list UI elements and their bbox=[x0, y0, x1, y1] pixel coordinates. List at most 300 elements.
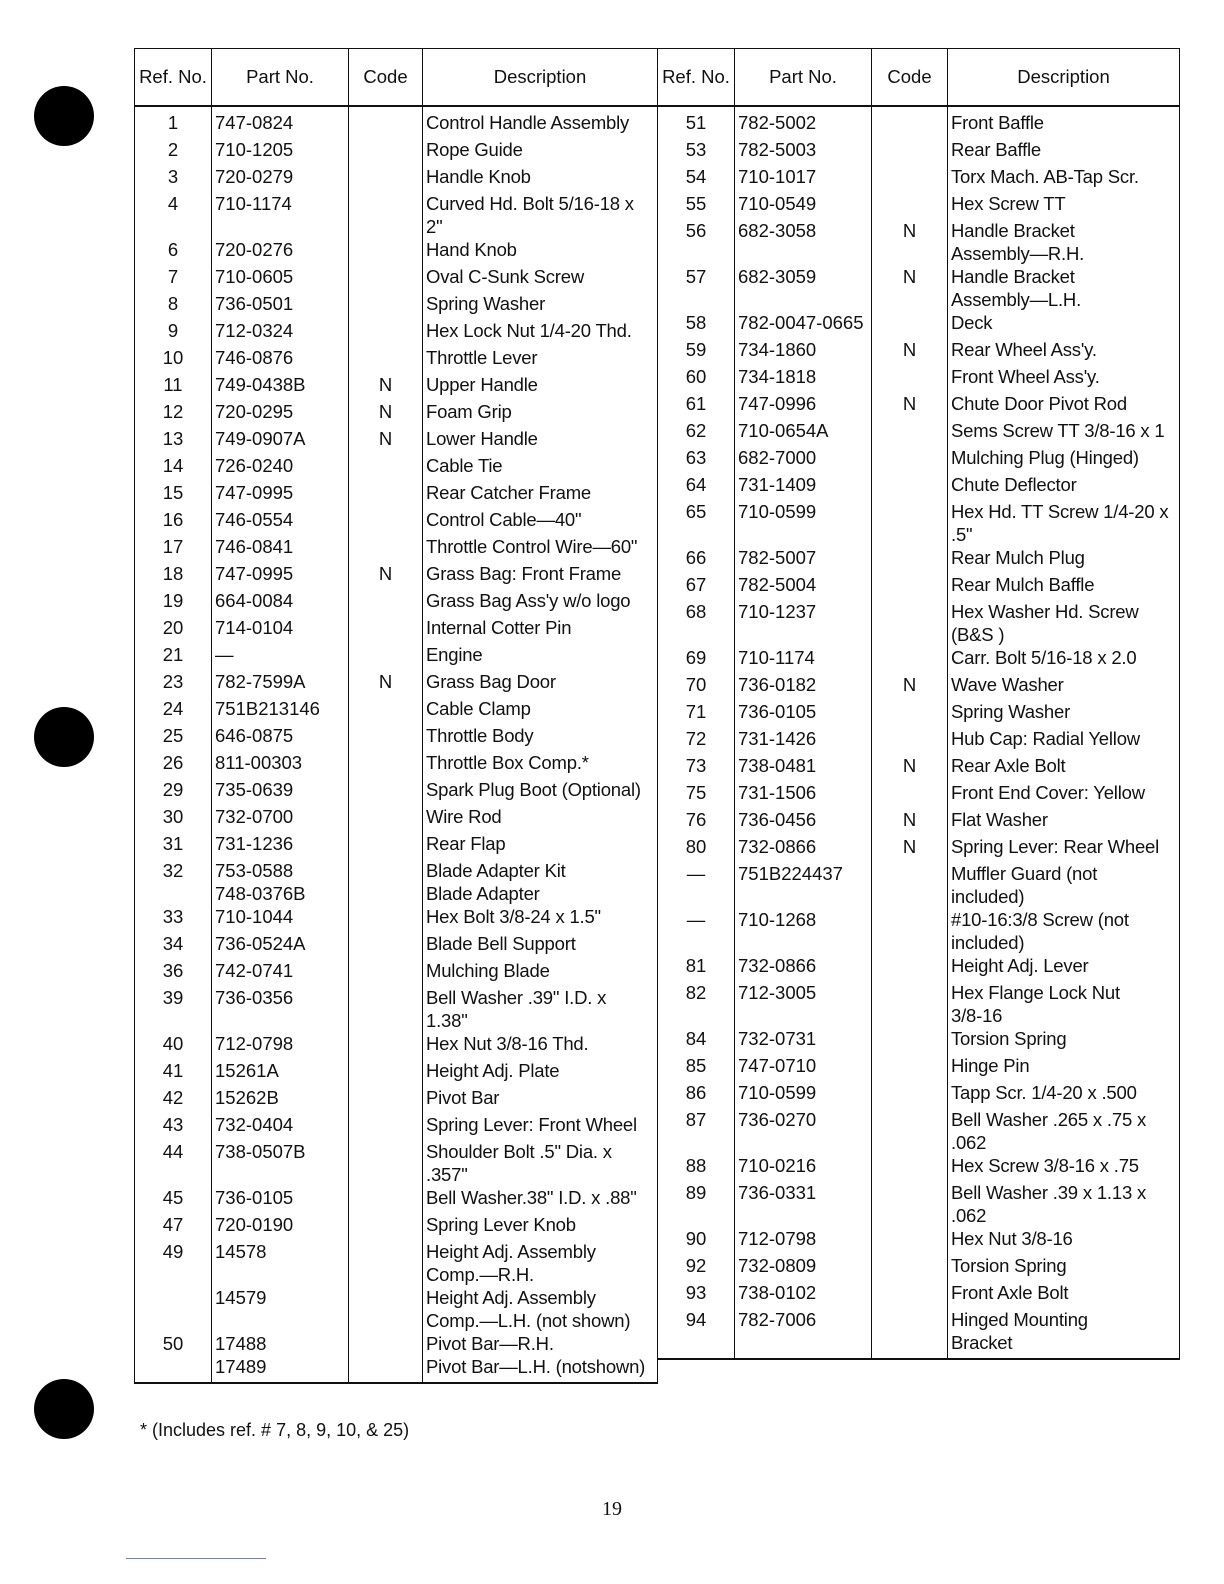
ref-cell: 70 bbox=[658, 673, 735, 700]
ref-cell: 40 bbox=[135, 1032, 212, 1059]
ref-cell: 16 bbox=[135, 508, 212, 535]
ref-cell: 69 bbox=[658, 646, 735, 673]
ref-cell: 41 bbox=[135, 1059, 212, 1086]
part-no-cell: 738-0102 bbox=[735, 1281, 872, 1308]
ref-cell: 3 bbox=[135, 165, 212, 192]
description-cell: Throttle Box Comp.* bbox=[423, 751, 658, 778]
ref-cell: 71 bbox=[658, 700, 735, 727]
code-cell: N bbox=[349, 427, 423, 454]
ref-cell: 20 bbox=[135, 616, 212, 643]
code-cell bbox=[349, 106, 423, 138]
code-cell bbox=[872, 1108, 948, 1154]
part-no-cell: 749-0438B bbox=[212, 373, 349, 400]
ref-cell: 88 bbox=[658, 1154, 735, 1181]
code-cell bbox=[349, 192, 423, 238]
header-code: Code bbox=[349, 49, 423, 107]
code-cell bbox=[872, 727, 948, 754]
description-cell: Height Adj. Assembly Comp.—R.H. bbox=[423, 1240, 658, 1286]
header-code: Code bbox=[872, 49, 948, 107]
table-row bbox=[135, 1240, 658, 1286]
part-no-cell: 731-1426 bbox=[735, 727, 872, 754]
table-row bbox=[658, 673, 1180, 700]
code-cell bbox=[872, 419, 948, 446]
description-cell: Handle Bracket Assembly—R.H. bbox=[948, 219, 1180, 265]
parts-table-right-body bbox=[658, 106, 1180, 1359]
ref-cell: 25 bbox=[135, 724, 212, 751]
table-row bbox=[658, 1108, 1180, 1154]
description-cell: Height Adj. Lever bbox=[948, 954, 1180, 981]
ref-cell: 93 bbox=[658, 1281, 735, 1308]
code-cell: N bbox=[349, 373, 423, 400]
table-row bbox=[658, 1254, 1180, 1281]
part-no-cell: 742-0741 bbox=[212, 959, 349, 986]
ref-cell: 36 bbox=[135, 959, 212, 986]
ref-cell: 84 bbox=[658, 1027, 735, 1054]
description-cell: Spring Lever: Front Wheel bbox=[423, 1113, 658, 1140]
table-row bbox=[135, 1140, 658, 1186]
table-row bbox=[135, 589, 658, 616]
description-cell: Mulching Plug (Hinged) bbox=[948, 446, 1180, 473]
code-cell: N bbox=[872, 754, 948, 781]
part-no-cell: 710-1268 bbox=[735, 908, 872, 954]
description-cell: Rear Mulch Plug bbox=[948, 546, 1180, 573]
description-cell: Bell Washer .265 x .75 x .062 bbox=[948, 1108, 1180, 1154]
ref-cell: 53 bbox=[658, 138, 735, 165]
table-row bbox=[135, 138, 658, 165]
code-cell bbox=[872, 446, 948, 473]
description-cell: Grass Bag Door bbox=[423, 670, 658, 697]
part-no-cell: 712-0324 bbox=[212, 319, 349, 346]
description-cell: Sems Screw TT 3/8-16 x 1 bbox=[948, 419, 1180, 446]
ref-cell: 54 bbox=[658, 165, 735, 192]
ref-cell: 67 bbox=[658, 573, 735, 600]
code-cell bbox=[349, 751, 423, 778]
part-no-cell: 736-0456 bbox=[735, 808, 872, 835]
ref-cell: 94 bbox=[658, 1308, 735, 1359]
part-no-cell: 710-1044 bbox=[212, 905, 349, 932]
code-cell bbox=[872, 1181, 948, 1227]
part-no-cell: 782-5003 bbox=[735, 138, 872, 165]
description-cell: Handle Bracket Assembly—L.H. bbox=[948, 265, 1180, 311]
description-cell: Muffler Guard (not included) bbox=[948, 862, 1180, 908]
part-no-cell: 714-0104 bbox=[212, 616, 349, 643]
ref-cell: 15 bbox=[135, 481, 212, 508]
table-row bbox=[135, 192, 658, 238]
table-row bbox=[658, 265, 1180, 311]
description-cell: Spark Plug Boot (Optional) bbox=[423, 778, 658, 805]
table-row bbox=[135, 932, 658, 959]
table-row bbox=[135, 959, 658, 986]
table-row bbox=[135, 859, 658, 905]
ref-cell: 29 bbox=[135, 778, 212, 805]
part-no-cell: 726-0240 bbox=[212, 454, 349, 481]
table-row bbox=[135, 1213, 658, 1240]
ref-cell: 14 bbox=[135, 454, 212, 481]
part-no-cell: 720-0279 bbox=[212, 165, 349, 192]
table-row bbox=[658, 1227, 1180, 1254]
part-no-cell: 782-5004 bbox=[735, 573, 872, 600]
table-row bbox=[135, 165, 658, 192]
table-row bbox=[135, 778, 658, 805]
part-no-cell: 735-0639 bbox=[212, 778, 349, 805]
part-no-cell: 731-1409 bbox=[735, 473, 872, 500]
ref-cell: 23 bbox=[135, 670, 212, 697]
part-no-cell: 732-0809 bbox=[735, 1254, 872, 1281]
code-cell bbox=[349, 138, 423, 165]
description-cell: Handle Knob bbox=[423, 165, 658, 192]
description-cell: Throttle Control Wire—60" bbox=[423, 535, 658, 562]
description-cell: Hand Knob bbox=[423, 238, 658, 265]
part-no-cell: 731-1236 bbox=[212, 832, 349, 859]
description-cell: Front Axle Bolt bbox=[948, 1281, 1180, 1308]
description-cell: Spring Lever Knob bbox=[423, 1213, 658, 1240]
ref-cell: — bbox=[658, 862, 735, 908]
part-no-cell: 782-7599A bbox=[212, 670, 349, 697]
ref-cell: — bbox=[658, 908, 735, 954]
code-cell bbox=[872, 1054, 948, 1081]
description-cell: Oval C-Sunk Screw bbox=[423, 265, 658, 292]
description-cell: Spring Washer bbox=[948, 700, 1180, 727]
ref-cell: 10 bbox=[135, 346, 212, 373]
part-no-cell: 736-0105 bbox=[735, 700, 872, 727]
code-cell bbox=[349, 616, 423, 643]
description-cell: Front Wheel Ass'y. bbox=[948, 365, 1180, 392]
page-number: 19 bbox=[602, 1498, 622, 1520]
part-no-cell: 747-0995 bbox=[212, 562, 349, 589]
description-cell: Foam Grip bbox=[423, 400, 658, 427]
ref-cell: 72 bbox=[658, 727, 735, 754]
part-no-cell: 734-1860 bbox=[735, 338, 872, 365]
parts-table-right bbox=[657, 48, 1180, 1360]
part-no-cell: 732-0731 bbox=[735, 1027, 872, 1054]
footnote: * (Includes ref. # 7, 8, 9, 10, & 25) bbox=[140, 1420, 410, 1440]
table-row bbox=[658, 500, 1180, 546]
part-no-cell: 736-0524A bbox=[212, 932, 349, 959]
code-cell bbox=[349, 535, 423, 562]
description-cell: Rear Mulch Baffle bbox=[948, 573, 1180, 600]
code-cell bbox=[349, 959, 423, 986]
description-cell: Cable Tie bbox=[423, 454, 658, 481]
part-no-cell: 782-5002 bbox=[735, 106, 872, 138]
table-row bbox=[135, 238, 658, 265]
description-cell: Internal Cotter Pin bbox=[423, 616, 658, 643]
table-row bbox=[658, 546, 1180, 573]
description-cell: Throttle Lever bbox=[423, 346, 658, 373]
part-no-cell: 712-0798 bbox=[735, 1227, 872, 1254]
code-cell bbox=[349, 1113, 423, 1140]
table-row bbox=[135, 373, 658, 400]
parts-table-left-body bbox=[135, 106, 658, 1383]
table-row bbox=[135, 986, 658, 1032]
table-row bbox=[658, 446, 1180, 473]
description-cell: Chute Door Pivot Rod bbox=[948, 392, 1180, 419]
table-row bbox=[658, 1054, 1180, 1081]
code-cell: N bbox=[872, 338, 948, 365]
ref-cell: 75 bbox=[658, 781, 735, 808]
description-cell: Wire Rod bbox=[423, 805, 658, 832]
part-no-cell: 736-0356 bbox=[212, 986, 349, 1032]
code-cell bbox=[349, 508, 423, 535]
code-cell bbox=[872, 165, 948, 192]
description-cell: Hex Washer Hd. Screw (B&S ) bbox=[948, 600, 1180, 646]
code-cell bbox=[349, 454, 423, 481]
part-no-cell: 732-0700 bbox=[212, 805, 349, 832]
ref-cell: 44 bbox=[135, 1140, 212, 1186]
code-cell bbox=[872, 700, 948, 727]
table-row bbox=[135, 616, 658, 643]
part-no-cell: 747-0824 bbox=[212, 106, 349, 138]
description-cell: Upper Handle bbox=[423, 373, 658, 400]
part-no-cell: 738-0481 bbox=[735, 754, 872, 781]
ref-cell: 50 bbox=[135, 1332, 212, 1383]
code-cell bbox=[872, 1254, 948, 1281]
part-no-cell: 682-3058 bbox=[735, 219, 872, 265]
part-no-cell: 710-0216 bbox=[735, 1154, 872, 1181]
description-cell: Torx Mach. AB-Tap Scr. bbox=[948, 165, 1180, 192]
ref-cell: 86 bbox=[658, 1081, 735, 1108]
table-row bbox=[658, 727, 1180, 754]
parts-table-left bbox=[134, 48, 658, 1384]
ref-cell: 76 bbox=[658, 808, 735, 835]
description-cell: Rear Flap bbox=[423, 832, 658, 859]
description-cell: Spring Washer bbox=[423, 292, 658, 319]
code-cell bbox=[349, 643, 423, 670]
part-no-cell: 782-7006 bbox=[735, 1308, 872, 1359]
ref-cell: 19 bbox=[135, 589, 212, 616]
ref-cell: 2 bbox=[135, 138, 212, 165]
part-no-cell: 746-0841 bbox=[212, 535, 349, 562]
part-no-cell: 710-1174 bbox=[212, 192, 349, 238]
part-no-cell: 720-0295 bbox=[212, 400, 349, 427]
part-no-cell: 731-1506 bbox=[735, 781, 872, 808]
header-ref-no: Ref. No. bbox=[135, 49, 212, 107]
code-cell bbox=[872, 546, 948, 573]
table-row bbox=[658, 392, 1180, 419]
description-cell: Torsion Spring bbox=[948, 1254, 1180, 1281]
ref-cell: 8 bbox=[135, 292, 212, 319]
description-cell: Front End Cover: Yellow bbox=[948, 781, 1180, 808]
header-part-no: Part No. bbox=[735, 49, 872, 107]
table-row bbox=[135, 1032, 658, 1059]
description-cell: Spring Lever: Rear Wheel bbox=[948, 835, 1180, 862]
part-no-cell: 734-1818 bbox=[735, 365, 872, 392]
table-row bbox=[658, 700, 1180, 727]
part-no-cell: 732-0866 bbox=[735, 835, 872, 862]
description-cell: Rear Catcher Frame bbox=[423, 481, 658, 508]
code-cell bbox=[872, 106, 948, 138]
code-cell bbox=[349, 238, 423, 265]
part-no-cell: 720-0276 bbox=[212, 238, 349, 265]
table-row bbox=[658, 573, 1180, 600]
ref-cell: 11 bbox=[135, 373, 212, 400]
part-no-cell: 14578 bbox=[212, 1240, 349, 1286]
part-no-cell: 747-0995 bbox=[212, 481, 349, 508]
code-cell bbox=[349, 905, 423, 932]
code-cell: N bbox=[872, 808, 948, 835]
part-no-cell: 749-0907A bbox=[212, 427, 349, 454]
table-row bbox=[135, 562, 658, 589]
table-row bbox=[658, 835, 1180, 862]
ref-cell: 33 bbox=[135, 905, 212, 932]
ref-cell: 49 bbox=[135, 1240, 212, 1286]
binder-hole-middle bbox=[34, 707, 94, 767]
table-row bbox=[135, 832, 658, 859]
ref-cell: 82 bbox=[658, 981, 735, 1027]
part-no-cell: 710-0654A bbox=[735, 419, 872, 446]
code-cell bbox=[872, 1081, 948, 1108]
description-cell: Tapp Scr. 1/4-20 x .500 bbox=[948, 1081, 1180, 1108]
table-row bbox=[135, 643, 658, 670]
part-no-cell: 747-0710 bbox=[735, 1054, 872, 1081]
table-row bbox=[658, 106, 1180, 138]
code-cell bbox=[872, 473, 948, 500]
table-row bbox=[135, 1332, 658, 1383]
description-cell: Lower Handle bbox=[423, 427, 658, 454]
code-cell bbox=[349, 932, 423, 959]
table-row bbox=[658, 1081, 1180, 1108]
description-cell: Grass Bag Ass'y w/o logo bbox=[423, 589, 658, 616]
ref-cell: 6 bbox=[135, 238, 212, 265]
binder-hole-top bbox=[34, 86, 94, 146]
part-no-cell: 710-1017 bbox=[735, 165, 872, 192]
table-row bbox=[135, 481, 658, 508]
code-cell bbox=[349, 1213, 423, 1240]
description-cell: Hex Flange Lock Nut 3/8-16 bbox=[948, 981, 1180, 1027]
description-cell: Front Baffle bbox=[948, 106, 1180, 138]
ref-cell: 58 bbox=[658, 311, 735, 338]
ref-cell: 60 bbox=[658, 365, 735, 392]
code-cell: N bbox=[872, 219, 948, 265]
binder-hole-bottom bbox=[34, 1379, 94, 1439]
code-cell bbox=[872, 1027, 948, 1054]
table-row bbox=[135, 670, 658, 697]
description-cell: Curved Hd. Bolt 5/16-18 x 2" bbox=[423, 192, 658, 238]
table-row bbox=[658, 192, 1180, 219]
table-row bbox=[135, 697, 658, 724]
table-row bbox=[135, 1286, 658, 1332]
part-no-cell: 720-0190 bbox=[212, 1213, 349, 1240]
part-no-cell: 15262B bbox=[212, 1086, 349, 1113]
code-cell bbox=[349, 778, 423, 805]
description-cell: Hex Screw 3/8-16 x .75 bbox=[948, 1154, 1180, 1181]
part-no-cell: 736-0182 bbox=[735, 673, 872, 700]
part-no-cell: 736-0331 bbox=[735, 1181, 872, 1227]
table-row bbox=[135, 454, 658, 481]
ref-cell: 42 bbox=[135, 1086, 212, 1113]
code-cell bbox=[872, 500, 948, 546]
code-cell bbox=[349, 346, 423, 373]
description-cell: Height Adj. Assembly Comp.—L.H. (not shown) bbox=[423, 1286, 658, 1332]
ref-cell: 13 bbox=[135, 427, 212, 454]
code-cell bbox=[349, 724, 423, 751]
description-cell: Hex Bolt 3/8-24 x 1.5" bbox=[423, 905, 658, 932]
part-no-cell: 682-3059 bbox=[735, 265, 872, 311]
description-cell: Hub Cap: Radial Yellow bbox=[948, 727, 1180, 754]
description-cell: Hex Nut 3/8-16 bbox=[948, 1227, 1180, 1254]
description-cell: Pivot Bar bbox=[423, 1086, 658, 1113]
part-no-cell: 732-0404 bbox=[212, 1113, 349, 1140]
part-no-cell: 710-0605 bbox=[212, 265, 349, 292]
ref-cell: 32 bbox=[135, 859, 212, 905]
code-cell bbox=[872, 1308, 948, 1359]
code-cell bbox=[349, 697, 423, 724]
code-cell: N bbox=[872, 673, 948, 700]
code-cell: N bbox=[872, 835, 948, 862]
code-cell bbox=[349, 1032, 423, 1059]
code-cell bbox=[872, 311, 948, 338]
ref-cell: 21 bbox=[135, 643, 212, 670]
code-cell bbox=[872, 1227, 948, 1254]
ref-cell: 56 bbox=[658, 219, 735, 265]
table-row bbox=[135, 427, 658, 454]
part-no-cell: 746-0554 bbox=[212, 508, 349, 535]
table-row bbox=[658, 419, 1180, 446]
ref-cell: 34 bbox=[135, 932, 212, 959]
code-cell bbox=[349, 986, 423, 1032]
table-row bbox=[658, 219, 1180, 265]
part-no-cell: — bbox=[212, 643, 349, 670]
header-ref-no: Ref. No. bbox=[658, 49, 735, 107]
description-cell: Hinged Mounting Bracket bbox=[948, 1308, 1180, 1359]
table-row bbox=[658, 981, 1180, 1027]
description-cell: Cable Clamp bbox=[423, 697, 658, 724]
code-cell bbox=[872, 1281, 948, 1308]
table-row bbox=[658, 165, 1180, 192]
code-cell: N bbox=[349, 670, 423, 697]
ref-cell: 31 bbox=[135, 832, 212, 859]
code-cell: N bbox=[872, 265, 948, 311]
bottom-rule bbox=[126, 1558, 266, 1559]
ref-cell: 47 bbox=[135, 1213, 212, 1240]
ref-cell: 92 bbox=[658, 1254, 735, 1281]
part-no-cell: 710-1174 bbox=[735, 646, 872, 673]
code-cell bbox=[872, 781, 948, 808]
description-cell: Bell Washer .39 x 1.13 x .062 bbox=[948, 1181, 1180, 1227]
description-cell: Bell Washer .39" I.D. x 1.38" bbox=[423, 986, 658, 1032]
table-row bbox=[658, 1308, 1180, 1359]
table-row bbox=[658, 808, 1180, 835]
ref-cell: 89 bbox=[658, 1181, 735, 1227]
code-cell bbox=[872, 1154, 948, 1181]
part-no-cell: 811-00303 bbox=[212, 751, 349, 778]
table-row bbox=[135, 805, 658, 832]
code-cell bbox=[872, 138, 948, 165]
ref-cell: 90 bbox=[658, 1227, 735, 1254]
code-cell bbox=[872, 908, 948, 954]
part-no-cell: 751B213146 bbox=[212, 697, 349, 724]
table-row bbox=[135, 346, 658, 373]
ref-cell: 85 bbox=[658, 1054, 735, 1081]
ref-cell: 39 bbox=[135, 986, 212, 1032]
description-cell: Control Handle Assembly bbox=[423, 106, 658, 138]
table-row bbox=[658, 338, 1180, 365]
code-cell bbox=[349, 265, 423, 292]
table-row bbox=[135, 535, 658, 562]
ref-cell: 12 bbox=[135, 400, 212, 427]
ref-cell: 59 bbox=[658, 338, 735, 365]
ref-cell: 7 bbox=[135, 265, 212, 292]
description-cell: Height Adj. Plate bbox=[423, 1059, 658, 1086]
description-cell: Hex Screw TT bbox=[948, 192, 1180, 219]
description-cell: Deck bbox=[948, 311, 1180, 338]
table-row bbox=[658, 311, 1180, 338]
table-row bbox=[135, 905, 658, 932]
ref-cell: 17 bbox=[135, 535, 212, 562]
code-cell bbox=[349, 589, 423, 616]
code-cell bbox=[349, 859, 423, 905]
ref-cell: 87 bbox=[658, 1108, 735, 1154]
part-no-cell: 746-0876 bbox=[212, 346, 349, 373]
